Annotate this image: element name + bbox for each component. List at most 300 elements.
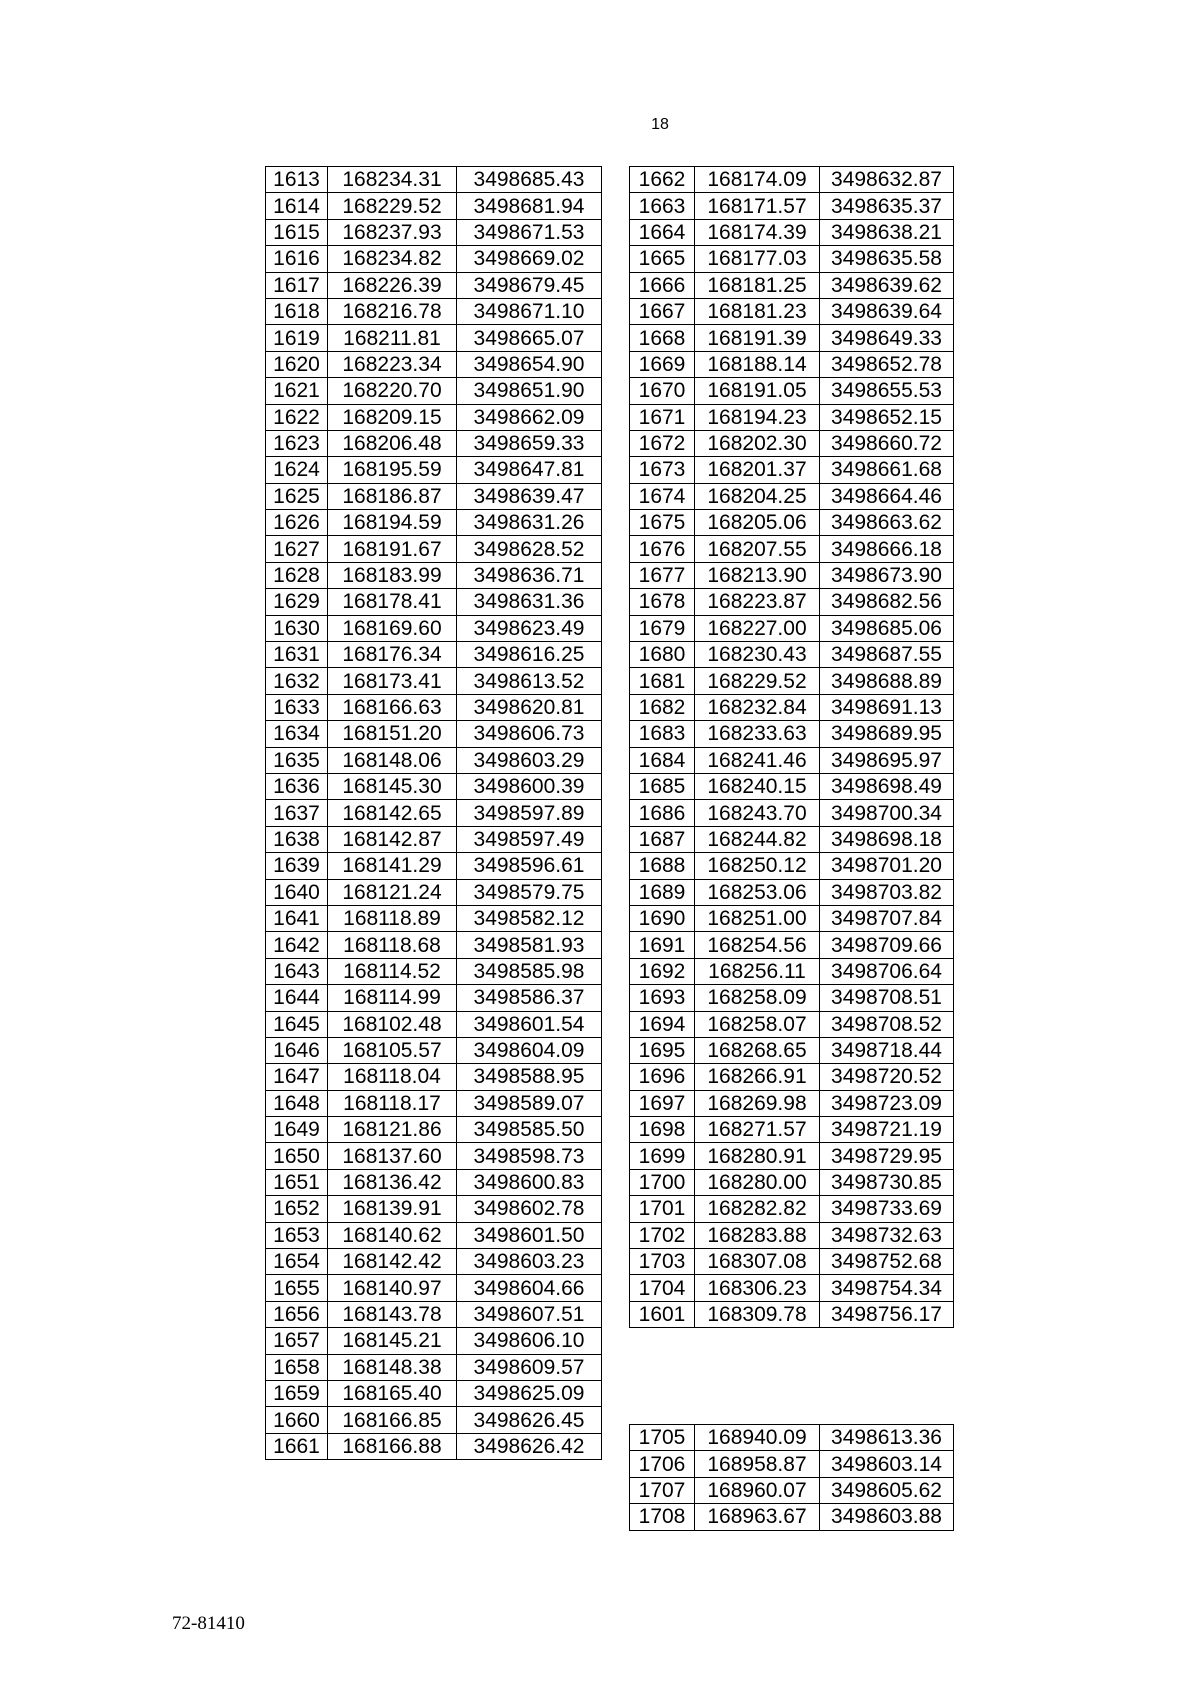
point-id-cell: 1669 bbox=[630, 351, 695, 377]
x-coordinate-cell: 168148.38 bbox=[328, 1354, 457, 1380]
y-coordinate-cell: 3498632.87 bbox=[820, 167, 954, 193]
y-coordinate-cell: 3498752.68 bbox=[820, 1249, 954, 1275]
y-coordinate-cell: 3498732.63 bbox=[820, 1222, 954, 1248]
x-coordinate-cell: 168227.00 bbox=[695, 615, 820, 641]
y-coordinate-cell: 3498687.55 bbox=[820, 642, 954, 668]
x-coordinate-cell: 168234.82 bbox=[328, 246, 457, 272]
y-coordinate-cell: 3498651.90 bbox=[457, 378, 602, 404]
y-coordinate-cell: 3498635.37 bbox=[820, 193, 954, 219]
page-number: 18 bbox=[651, 116, 669, 133]
table-row bbox=[630, 905, 954, 931]
y-coordinate-cell: 3498660.72 bbox=[820, 430, 954, 456]
table-row bbox=[266, 1328, 602, 1354]
x-coordinate-cell: 168960.07 bbox=[695, 1477, 820, 1503]
table-row bbox=[630, 985, 954, 1011]
y-coordinate-cell: 3498647.81 bbox=[457, 457, 602, 483]
point-id-cell: 1691 bbox=[630, 932, 695, 958]
table-row bbox=[266, 932, 602, 958]
table-row bbox=[630, 1425, 954, 1451]
y-coordinate-cell: 3498631.26 bbox=[457, 510, 602, 536]
x-coordinate-cell: 168191.39 bbox=[695, 325, 820, 351]
x-coordinate-cell: 168220.70 bbox=[328, 378, 457, 404]
y-coordinate-cell: 3498654.90 bbox=[457, 351, 602, 377]
x-coordinate-cell: 168223.87 bbox=[695, 589, 820, 615]
x-coordinate-cell: 168140.97 bbox=[328, 1275, 457, 1301]
y-coordinate-cell: 3498601.54 bbox=[457, 1011, 602, 1037]
table-row bbox=[266, 1037, 602, 1063]
y-coordinate-cell: 3498589.07 bbox=[457, 1090, 602, 1116]
y-coordinate-cell: 3498582.12 bbox=[457, 905, 602, 931]
table-row bbox=[266, 351, 602, 377]
table-row bbox=[266, 536, 602, 562]
table-row bbox=[266, 694, 602, 720]
y-coordinate-cell: 3498664.46 bbox=[820, 483, 954, 509]
y-coordinate-cell: 3498639.47 bbox=[457, 483, 602, 509]
x-coordinate-cell: 168174.39 bbox=[695, 219, 820, 245]
y-coordinate-cell: 3498639.64 bbox=[820, 298, 954, 324]
x-coordinate-cell: 168958.87 bbox=[695, 1451, 820, 1477]
y-coordinate-cell: 3498730.85 bbox=[820, 1169, 954, 1195]
table-row bbox=[630, 721, 954, 747]
point-id-cell: 1631 bbox=[266, 642, 328, 668]
x-coordinate-cell: 168195.59 bbox=[328, 457, 457, 483]
x-coordinate-cell: 168121.86 bbox=[328, 1117, 457, 1143]
x-coordinate-cell: 168169.60 bbox=[328, 615, 457, 641]
y-coordinate-cell: 3498628.52 bbox=[457, 536, 602, 562]
x-coordinate-cell: 168309.78 bbox=[695, 1301, 820, 1327]
table-row bbox=[266, 1249, 602, 1275]
point-id-cell: 1659 bbox=[266, 1380, 328, 1406]
point-id-cell: 1622 bbox=[266, 404, 328, 430]
y-coordinate-cell: 3498603.29 bbox=[457, 747, 602, 773]
x-coordinate-cell: 168188.14 bbox=[695, 351, 820, 377]
table-row bbox=[266, 905, 602, 931]
x-coordinate-cell: 168266.91 bbox=[695, 1064, 820, 1090]
y-coordinate-cell: 3498723.09 bbox=[820, 1090, 954, 1116]
y-coordinate-cell: 3498604.09 bbox=[457, 1037, 602, 1063]
table-row bbox=[630, 879, 954, 905]
point-id-cell: 1703 bbox=[630, 1249, 695, 1275]
table-row bbox=[266, 1222, 602, 1248]
table-row bbox=[266, 562, 602, 588]
point-id-cell: 1668 bbox=[630, 325, 695, 351]
x-coordinate-cell: 168148.06 bbox=[328, 747, 457, 773]
x-coordinate-cell: 168145.21 bbox=[328, 1328, 457, 1354]
table-row bbox=[630, 483, 954, 509]
x-coordinate-cell: 168145.30 bbox=[328, 773, 457, 799]
point-id-cell: 1663 bbox=[630, 193, 695, 219]
table-row bbox=[630, 642, 954, 668]
x-coordinate-cell: 168202.30 bbox=[695, 430, 820, 456]
x-coordinate-cell: 168229.52 bbox=[695, 668, 820, 694]
x-coordinate-cell: 168201.37 bbox=[695, 457, 820, 483]
x-coordinate-cell: 168241.46 bbox=[695, 747, 820, 773]
point-id-cell: 1621 bbox=[266, 378, 328, 404]
point-id-cell: 1656 bbox=[266, 1301, 328, 1327]
point-id-cell: 1653 bbox=[266, 1222, 328, 1248]
y-coordinate-cell: 3498579.75 bbox=[457, 879, 602, 905]
x-coordinate-cell: 168166.63 bbox=[328, 694, 457, 720]
point-id-cell: 1643 bbox=[266, 958, 328, 984]
point-id-cell: 1636 bbox=[266, 773, 328, 799]
y-coordinate-cell: 3498600.83 bbox=[457, 1169, 602, 1195]
table-row bbox=[630, 932, 954, 958]
x-coordinate-cell: 168258.09 bbox=[695, 985, 820, 1011]
y-coordinate-cell: 3498585.50 bbox=[457, 1117, 602, 1143]
table-row bbox=[266, 853, 602, 879]
y-coordinate-cell: 3498733.69 bbox=[820, 1196, 954, 1222]
point-id-cell: 1684 bbox=[630, 747, 695, 773]
table-row bbox=[630, 1169, 954, 1195]
point-id-cell: 1708 bbox=[630, 1504, 695, 1530]
x-coordinate-cell: 168194.23 bbox=[695, 404, 820, 430]
table-row bbox=[630, 773, 954, 799]
point-id-cell: 1620 bbox=[266, 351, 328, 377]
y-coordinate-cell: 3498721.19 bbox=[820, 1117, 954, 1143]
point-id-cell: 1687 bbox=[630, 826, 695, 852]
x-coordinate-cell: 168229.52 bbox=[328, 193, 457, 219]
table-row bbox=[630, 1117, 954, 1143]
table-row bbox=[630, 457, 954, 483]
table-row bbox=[266, 958, 602, 984]
point-id-cell: 1637 bbox=[266, 800, 328, 826]
coordinate-table-right-top bbox=[629, 166, 954, 1328]
table-row bbox=[630, 853, 954, 879]
y-coordinate-cell: 3498669.02 bbox=[457, 246, 602, 272]
table-row bbox=[266, 1354, 602, 1380]
x-coordinate-cell: 168237.93 bbox=[328, 219, 457, 245]
table-row bbox=[266, 800, 602, 826]
point-id-cell: 1652 bbox=[266, 1196, 328, 1222]
point-id-cell: 1673 bbox=[630, 457, 695, 483]
point-id-cell: 1624 bbox=[266, 457, 328, 483]
y-coordinate-cell: 3498602.78 bbox=[457, 1196, 602, 1222]
y-coordinate-cell: 3498659.33 bbox=[457, 430, 602, 456]
y-coordinate-cell: 3498708.52 bbox=[820, 1011, 954, 1037]
table-row bbox=[630, 1011, 954, 1037]
y-coordinate-cell: 3498689.95 bbox=[820, 721, 954, 747]
point-id-cell: 1601 bbox=[630, 1301, 695, 1327]
x-coordinate-cell: 168174.09 bbox=[695, 167, 820, 193]
x-coordinate-cell: 168118.68 bbox=[328, 932, 457, 958]
table-row bbox=[630, 219, 954, 245]
point-id-cell: 1700 bbox=[630, 1169, 695, 1195]
y-coordinate-cell: 3498597.49 bbox=[457, 826, 602, 852]
point-id-cell: 1617 bbox=[266, 272, 328, 298]
x-coordinate-cell: 168240.15 bbox=[695, 773, 820, 799]
point-id-cell: 1648 bbox=[266, 1090, 328, 1116]
y-coordinate-cell: 3498754.34 bbox=[820, 1275, 954, 1301]
x-coordinate-cell: 168207.55 bbox=[695, 536, 820, 562]
point-id-cell: 1638 bbox=[266, 826, 328, 852]
y-coordinate-cell: 3498606.10 bbox=[457, 1328, 602, 1354]
y-coordinate-cell: 3498685.43 bbox=[457, 167, 602, 193]
x-coordinate-cell: 168186.87 bbox=[328, 483, 457, 509]
x-coordinate-cell: 168118.89 bbox=[328, 905, 457, 931]
x-coordinate-cell: 168243.70 bbox=[695, 800, 820, 826]
point-id-cell: 1645 bbox=[266, 1011, 328, 1037]
y-coordinate-cell: 3498603.14 bbox=[820, 1451, 954, 1477]
x-coordinate-cell: 168204.25 bbox=[695, 483, 820, 509]
table-row bbox=[630, 826, 954, 852]
y-coordinate-cell: 3498613.52 bbox=[457, 668, 602, 694]
x-coordinate-cell: 168280.00 bbox=[695, 1169, 820, 1195]
x-coordinate-cell: 168141.29 bbox=[328, 853, 457, 879]
y-coordinate-cell: 3498685.06 bbox=[820, 615, 954, 641]
table-row bbox=[630, 1222, 954, 1248]
x-coordinate-cell: 168963.67 bbox=[695, 1504, 820, 1530]
table-row bbox=[266, 1380, 602, 1406]
y-coordinate-cell: 3498698.49 bbox=[820, 773, 954, 799]
table-row bbox=[630, 694, 954, 720]
y-coordinate-cell: 3498681.94 bbox=[457, 193, 602, 219]
point-id-cell: 1683 bbox=[630, 721, 695, 747]
y-coordinate-cell: 3498649.33 bbox=[820, 325, 954, 351]
table-row bbox=[266, 378, 602, 404]
table-row bbox=[266, 747, 602, 773]
point-id-cell: 1647 bbox=[266, 1064, 328, 1090]
table-row bbox=[266, 1117, 602, 1143]
y-coordinate-cell: 3498625.09 bbox=[457, 1380, 602, 1406]
x-coordinate-cell: 168233.63 bbox=[695, 721, 820, 747]
y-coordinate-cell: 3498581.93 bbox=[457, 932, 602, 958]
x-coordinate-cell: 168118.17 bbox=[328, 1090, 457, 1116]
y-coordinate-cell: 3498638.21 bbox=[820, 219, 954, 245]
point-id-cell: 1627 bbox=[266, 536, 328, 562]
table-row bbox=[266, 272, 602, 298]
table-row bbox=[630, 1143, 954, 1169]
x-coordinate-cell: 168171.57 bbox=[695, 193, 820, 219]
document-reference: 72-81410 bbox=[172, 1613, 245, 1634]
point-id-cell: 1692 bbox=[630, 958, 695, 984]
y-coordinate-cell: 3498671.53 bbox=[457, 219, 602, 245]
table-row bbox=[630, 1037, 954, 1063]
y-coordinate-cell: 3498662.09 bbox=[457, 404, 602, 430]
x-coordinate-cell: 168166.88 bbox=[328, 1433, 457, 1459]
table-row bbox=[630, 747, 954, 773]
y-coordinate-cell: 3498606.73 bbox=[457, 721, 602, 747]
table-row bbox=[630, 1196, 954, 1222]
table-row bbox=[266, 457, 602, 483]
x-coordinate-cell: 168230.43 bbox=[695, 642, 820, 668]
table-row bbox=[630, 589, 954, 615]
table-row bbox=[266, 246, 602, 272]
x-coordinate-cell: 168283.88 bbox=[695, 1222, 820, 1248]
point-id-cell: 1655 bbox=[266, 1275, 328, 1301]
table-row bbox=[266, 430, 602, 456]
table-row bbox=[630, 510, 954, 536]
table-row bbox=[630, 1477, 954, 1503]
y-coordinate-cell: 3498679.45 bbox=[457, 272, 602, 298]
table-row bbox=[630, 536, 954, 562]
x-coordinate-cell: 168282.82 bbox=[695, 1196, 820, 1222]
x-coordinate-cell: 168181.23 bbox=[695, 298, 820, 324]
point-id-cell: 1676 bbox=[630, 536, 695, 562]
point-id-cell: 1664 bbox=[630, 219, 695, 245]
x-coordinate-cell: 168176.34 bbox=[328, 642, 457, 668]
x-coordinate-cell: 168211.81 bbox=[328, 325, 457, 351]
point-id-cell: 1650 bbox=[266, 1143, 328, 1169]
y-coordinate-cell: 3498626.42 bbox=[457, 1433, 602, 1459]
point-id-cell: 1640 bbox=[266, 879, 328, 905]
x-coordinate-cell: 168253.06 bbox=[695, 879, 820, 905]
x-coordinate-cell: 168191.67 bbox=[328, 536, 457, 562]
y-coordinate-cell: 3498695.97 bbox=[820, 747, 954, 773]
table-row bbox=[266, 1275, 602, 1301]
table-row bbox=[266, 879, 602, 905]
x-coordinate-cell: 168136.42 bbox=[328, 1169, 457, 1195]
table-row bbox=[266, 642, 602, 668]
x-coordinate-cell: 168102.48 bbox=[328, 1011, 457, 1037]
coordinate-table-left bbox=[265, 166, 602, 1460]
x-coordinate-cell: 168258.07 bbox=[695, 1011, 820, 1037]
point-id-cell: 1675 bbox=[630, 510, 695, 536]
x-coordinate-cell: 168226.39 bbox=[328, 272, 457, 298]
point-id-cell: 1658 bbox=[266, 1354, 328, 1380]
table-row bbox=[266, 1196, 602, 1222]
point-id-cell: 1657 bbox=[266, 1328, 328, 1354]
y-coordinate-cell: 3498663.62 bbox=[820, 510, 954, 536]
point-id-cell: 1682 bbox=[630, 694, 695, 720]
point-id-cell: 1688 bbox=[630, 853, 695, 879]
point-id-cell: 1651 bbox=[266, 1169, 328, 1195]
y-coordinate-cell: 3498652.15 bbox=[820, 404, 954, 430]
point-id-cell: 1641 bbox=[266, 905, 328, 931]
point-id-cell: 1696 bbox=[630, 1064, 695, 1090]
point-id-cell: 1704 bbox=[630, 1275, 695, 1301]
y-coordinate-cell: 3498600.39 bbox=[457, 773, 602, 799]
y-coordinate-cell: 3498707.84 bbox=[820, 905, 954, 931]
point-id-cell: 1644 bbox=[266, 985, 328, 1011]
point-id-cell: 1632 bbox=[266, 668, 328, 694]
x-coordinate-cell: 168114.99 bbox=[328, 985, 457, 1011]
x-coordinate-cell: 168121.24 bbox=[328, 879, 457, 905]
point-id-cell: 1633 bbox=[266, 694, 328, 720]
point-id-cell: 1654 bbox=[266, 1249, 328, 1275]
y-coordinate-cell: 3498673.90 bbox=[820, 562, 954, 588]
point-id-cell: 1665 bbox=[630, 246, 695, 272]
table-row bbox=[630, 351, 954, 377]
table-row bbox=[630, 1504, 954, 1530]
coordinate-table-right-bottom bbox=[629, 1424, 954, 1531]
table-row bbox=[630, 272, 954, 298]
x-coordinate-cell: 168306.23 bbox=[695, 1275, 820, 1301]
y-coordinate-cell: 3498691.13 bbox=[820, 694, 954, 720]
x-coordinate-cell: 168142.87 bbox=[328, 826, 457, 852]
table-row bbox=[266, 668, 602, 694]
table-row bbox=[266, 1011, 602, 1037]
y-coordinate-cell: 3498655.53 bbox=[820, 378, 954, 404]
x-coordinate-cell: 168206.48 bbox=[328, 430, 457, 456]
x-coordinate-cell: 168250.12 bbox=[695, 853, 820, 879]
table-row bbox=[630, 298, 954, 324]
table-row bbox=[630, 1249, 954, 1275]
table-row bbox=[266, 1301, 602, 1327]
table-row bbox=[630, 246, 954, 272]
point-id-cell: 1705 bbox=[630, 1425, 695, 1451]
x-coordinate-cell: 168280.91 bbox=[695, 1143, 820, 1169]
x-coordinate-cell: 168307.08 bbox=[695, 1249, 820, 1275]
table-row bbox=[266, 826, 602, 852]
table-row bbox=[266, 1433, 602, 1459]
point-id-cell: 1666 bbox=[630, 272, 695, 298]
table-row bbox=[630, 958, 954, 984]
point-id-cell: 1674 bbox=[630, 483, 695, 509]
point-id-cell: 1630 bbox=[266, 615, 328, 641]
point-id-cell: 1626 bbox=[266, 510, 328, 536]
x-coordinate-cell: 168234.31 bbox=[328, 167, 457, 193]
point-id-cell: 1649 bbox=[266, 1117, 328, 1143]
point-id-cell: 1695 bbox=[630, 1037, 695, 1063]
table-row bbox=[266, 193, 602, 219]
point-id-cell: 1677 bbox=[630, 562, 695, 588]
y-coordinate-cell: 3498631.36 bbox=[457, 589, 602, 615]
x-coordinate-cell: 168251.00 bbox=[695, 905, 820, 931]
x-coordinate-cell: 168165.40 bbox=[328, 1380, 457, 1406]
point-id-cell: 1701 bbox=[630, 1196, 695, 1222]
x-coordinate-cell: 168114.52 bbox=[328, 958, 457, 984]
table-row bbox=[630, 615, 954, 641]
point-id-cell: 1628 bbox=[266, 562, 328, 588]
x-coordinate-cell: 168256.11 bbox=[695, 958, 820, 984]
y-coordinate-cell: 3498597.89 bbox=[457, 800, 602, 826]
point-id-cell: 1686 bbox=[630, 800, 695, 826]
point-id-cell: 1697 bbox=[630, 1090, 695, 1116]
point-id-cell: 1662 bbox=[630, 167, 695, 193]
y-coordinate-cell: 3498671.10 bbox=[457, 298, 602, 324]
table-row bbox=[630, 430, 954, 456]
table-row bbox=[266, 1090, 602, 1116]
point-id-cell: 1679 bbox=[630, 615, 695, 641]
y-coordinate-cell: 3498701.20 bbox=[820, 853, 954, 879]
point-id-cell: 1680 bbox=[630, 642, 695, 668]
point-id-cell: 1618 bbox=[266, 298, 328, 324]
y-coordinate-cell: 3498598.73 bbox=[457, 1143, 602, 1169]
x-coordinate-cell: 168205.06 bbox=[695, 510, 820, 536]
x-coordinate-cell: 168139.91 bbox=[328, 1196, 457, 1222]
y-coordinate-cell: 3498588.95 bbox=[457, 1064, 602, 1090]
y-coordinate-cell: 3498601.50 bbox=[457, 1222, 602, 1248]
point-id-cell: 1660 bbox=[266, 1407, 328, 1433]
point-id-cell: 1698 bbox=[630, 1117, 695, 1143]
y-coordinate-cell: 3498609.57 bbox=[457, 1354, 602, 1380]
x-coordinate-cell: 168232.84 bbox=[695, 694, 820, 720]
x-coordinate-cell: 168269.98 bbox=[695, 1090, 820, 1116]
x-coordinate-cell: 168191.05 bbox=[695, 378, 820, 404]
x-coordinate-cell: 168140.62 bbox=[328, 1222, 457, 1248]
point-id-cell: 1614 bbox=[266, 193, 328, 219]
point-id-cell: 1646 bbox=[266, 1037, 328, 1063]
table-row bbox=[266, 773, 602, 799]
x-coordinate-cell: 168105.57 bbox=[328, 1037, 457, 1063]
table-row bbox=[630, 668, 954, 694]
y-coordinate-cell: 3498626.45 bbox=[457, 1407, 602, 1433]
y-coordinate-cell: 3498652.78 bbox=[820, 351, 954, 377]
point-id-cell: 1699 bbox=[630, 1143, 695, 1169]
table-row bbox=[266, 589, 602, 615]
x-coordinate-cell: 168209.15 bbox=[328, 404, 457, 430]
y-coordinate-cell: 3498604.66 bbox=[457, 1275, 602, 1301]
point-id-cell: 1642 bbox=[266, 932, 328, 958]
table-row bbox=[630, 325, 954, 351]
y-coordinate-cell: 3498729.95 bbox=[820, 1143, 954, 1169]
point-id-cell: 1639 bbox=[266, 853, 328, 879]
y-coordinate-cell: 3498607.51 bbox=[457, 1301, 602, 1327]
y-coordinate-cell: 3498661.68 bbox=[820, 457, 954, 483]
x-coordinate-cell: 168173.41 bbox=[328, 668, 457, 694]
x-coordinate-cell: 168216.78 bbox=[328, 298, 457, 324]
y-coordinate-cell: 3498623.49 bbox=[457, 615, 602, 641]
